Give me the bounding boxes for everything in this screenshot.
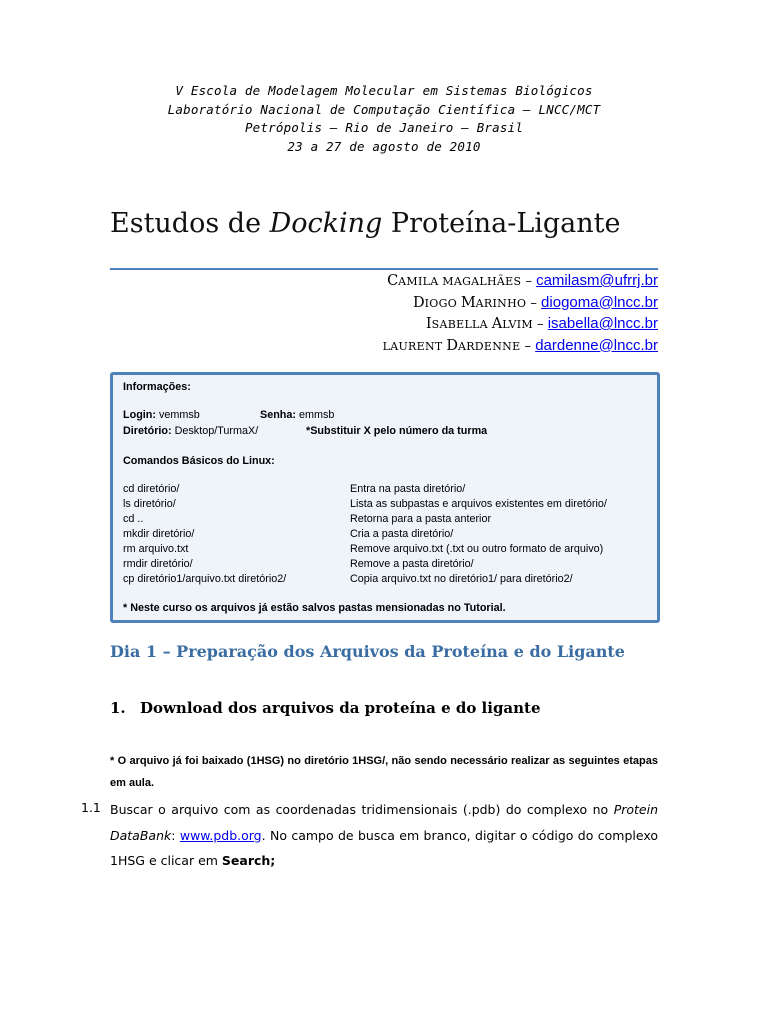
command-text: cd .. <box>123 513 144 525</box>
author-initial: I <box>425 316 432 332</box>
email-link[interactable]: isabella@lncc.br <box>547 315 658 332</box>
author-initial: C <box>387 273 399 289</box>
download-note: * O arquivo já foi baixado (1HSG) no diretório 1HSG/, não sendo necessário realizar as seguintes etapas em aula. <box>110 755 658 789</box>
header-line-2: Laboratório Nacional de Computação Científica – LNCC/MCT <box>167 101 601 117</box>
pdb-link[interactable]: www.pdb.org <box>179 827 262 843</box>
author-initial: D <box>446 337 458 354</box>
event-header <box>0 82 768 156</box>
author-line <box>383 314 658 336</box>
login-value: vemmsb <box>155 409 200 421</box>
author-line <box>383 271 658 293</box>
command-description: Entra na pasta diretório/ <box>350 483 466 495</box>
command-description: Retorna para a pasta anterior <box>350 513 492 525</box>
author-name: AMILA <box>398 275 443 288</box>
author-separator: – <box>521 274 537 289</box>
info-heading: Informações: <box>123 381 191 393</box>
author-initial: A <box>491 316 503 332</box>
command-description: Remove arquivo.txt (.txt ou outro formato de arquivo) <box>350 543 604 555</box>
directory-note: *Substituir X pelo número da turma <box>306 425 488 437</box>
author-name: MAGALHÃES <box>442 275 522 288</box>
author-name: ARDENNE <box>457 339 521 353</box>
senha-label: Senha: <box>260 409 296 421</box>
author-separator: – <box>532 317 548 332</box>
header-line-3: Petrópolis – Rio de Janeiro – Brasil <box>244 120 524 135</box>
directory-value: Desktop/TurmaX/ <box>171 425 259 437</box>
command-description: Lista as subpastas e arquivos existentes em diretório/ <box>350 498 607 510</box>
title-part-2: Docking <box>269 208 383 239</box>
author-separator: – <box>526 295 542 311</box>
document-title <box>110 208 621 239</box>
title-part-3: Proteína-Ligante <box>382 208 621 239</box>
email-link[interactable]: diogoma@lncc.br <box>541 293 658 311</box>
author-separator: – <box>520 338 536 354</box>
step-text-part: Buscar o arquivo com as coordenadas tridimensionais (.pdb) do complexo no <box>110 802 614 817</box>
command-description: Copia arquivo.txt no diretório1/ para diretório2/ <box>350 573 573 585</box>
commands-heading: Comandos Básicos do Linux: <box>123 455 275 467</box>
command-description: Cria a pasta diretório/ <box>350 528 454 540</box>
login-label: Login: <box>123 409 156 421</box>
command-text: ls diretório/ <box>123 498 176 510</box>
header-line-1: V Escola de Modelagem Molecular em Sistemas Biológicos <box>175 83 593 98</box>
command-text: rm arquivo.txt <box>123 543 189 555</box>
author-line <box>383 293 658 315</box>
email-link[interactable]: camilasm@ufrrj.br <box>536 272 658 289</box>
title-rule <box>110 268 658 270</box>
title-part-1: Estudos de <box>110 208 270 239</box>
step-text-italic: Protein DataBank <box>110 802 658 843</box>
day-heading: Dia 1 – Preparação dos Arquivos da Proteína e do Ligante <box>110 642 625 661</box>
author-name: LAURENT <box>382 339 447 353</box>
author-initial: D <box>413 294 425 311</box>
email-link[interactable]: dardenne@lncc.br <box>535 336 658 354</box>
step-text-part: . No campo de busca em branco, digitar o código do complexo 1HSG e clicar em <box>110 827 658 868</box>
header-line-4: 23 a 27 de agosto de 2010 <box>287 138 481 154</box>
directory-line <box>123 425 258 437</box>
command-text: cp diretório1/arquivo.txt diretório2/ <box>123 573 287 585</box>
step-text <box>110 797 658 874</box>
author-name: SABELLA <box>431 318 492 331</box>
box-footnote: * Neste curso os arquivos já estão salvos pastas mensionadas no Tutorial. <box>123 602 506 614</box>
author-list <box>383 271 658 357</box>
section-heading <box>110 699 541 717</box>
step-text-bold: Search; <box>221 853 276 868</box>
section-number: 1. <box>110 699 126 717</box>
command-text: rmdir diretório/ <box>123 558 193 570</box>
command-description: Remove a pasta diretório/ <box>350 558 474 570</box>
directory-label: Diretório: <box>123 425 172 437</box>
senha-value: emmsb <box>296 409 335 421</box>
step-number: 1.1 <box>81 800 101 815</box>
author-name: LVIM <box>502 318 533 331</box>
senha-line <box>260 409 334 421</box>
command-text: mkdir diretório/ <box>123 528 195 540</box>
info-box <box>110 372 660 623</box>
step-text-part: : <box>171 827 180 843</box>
author-name: IOGO <box>424 296 461 310</box>
author-initial: M <box>460 294 476 311</box>
author-line <box>383 336 658 358</box>
command-text: cd diretório/ <box>123 483 180 495</box>
section-title: Download dos arquivos da proteína e do ligante <box>140 699 541 717</box>
author-name: ARINHO <box>475 296 527 310</box>
login-line <box>123 409 200 421</box>
